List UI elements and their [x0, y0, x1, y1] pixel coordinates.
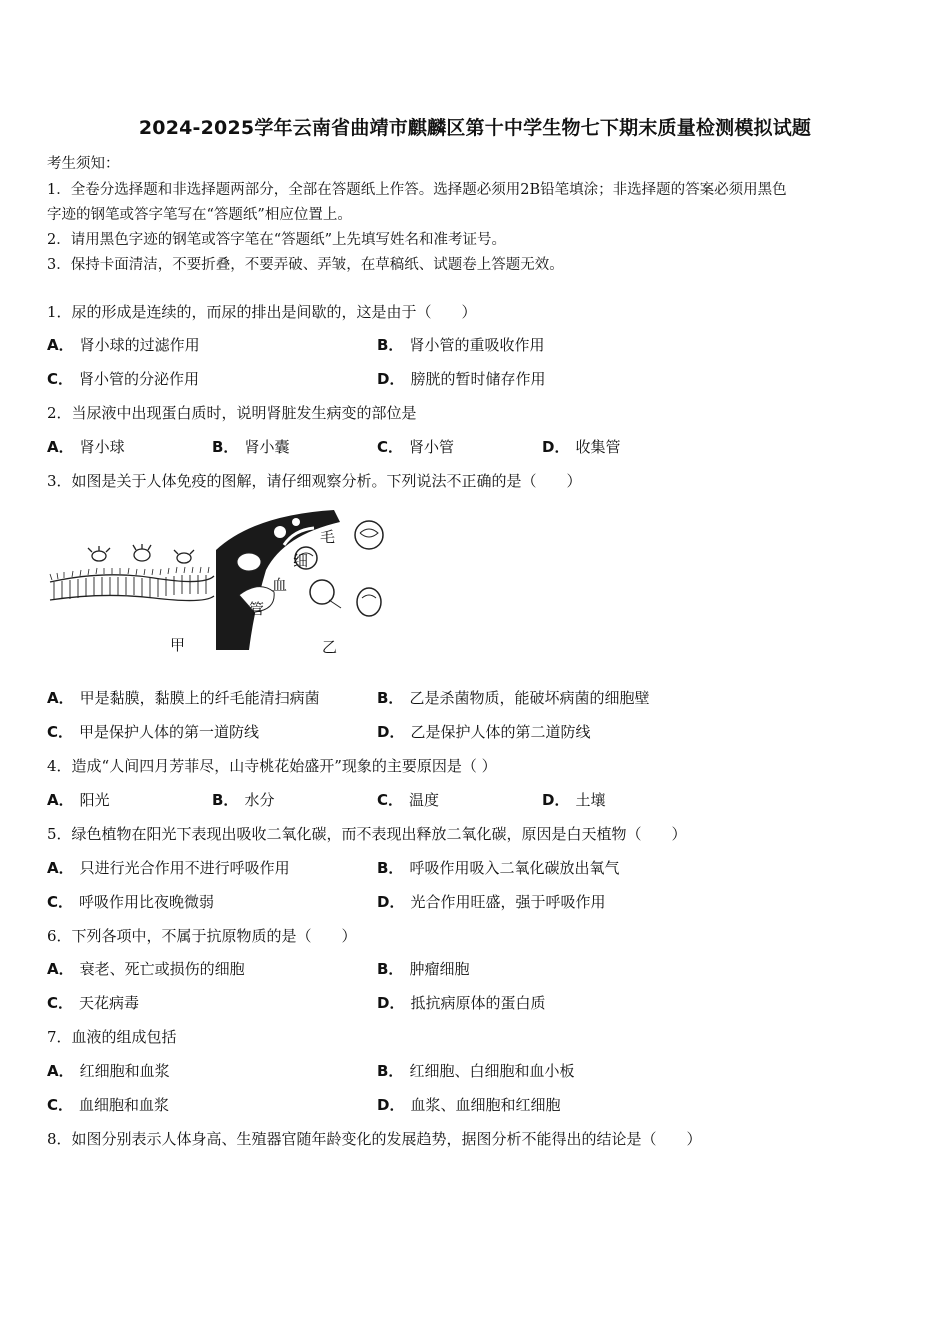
option-b[interactable]: B． 水分: [212, 791, 275, 809]
option-d[interactable]: D． 抵抗病原体的蛋白质: [377, 994, 546, 1012]
figure-label-jia: 甲: [170, 636, 186, 654]
mucosa-illustration: [50, 544, 214, 601]
question-stem: 1．尿的形成是连续的，而尿的排出是间歇的，这是由于（ ）: [47, 303, 477, 321]
option-d[interactable]: D． 收集管: [542, 438, 621, 456]
option-d[interactable]: D． 土壤: [542, 791, 606, 809]
option-c[interactable]: C． 甲是保护人体的第一道防线: [47, 723, 260, 741]
option-b[interactable]: B． 肿瘤细胞: [377, 960, 470, 978]
vessel-char: 毛: [320, 528, 336, 546]
figure-label-yi: 乙: [322, 638, 338, 656]
option-d[interactable]: D． 光合作用旺盛，强于呼吸作用: [377, 893, 606, 911]
question-stem: 6．下列各项中，不属于抗原物质的是（ ）: [47, 927, 357, 945]
capillary-illustration: [216, 510, 383, 650]
notice-line-1: 1．全卷分选择题和非选择题两部分，全部在答题纸上作答。选择题必须用2B铅笔填涂；非选择题的答案必须用黑色: [47, 182, 787, 198]
option-d[interactable]: D． 膀胱的暂时储存作用: [377, 370, 546, 388]
option-c[interactable]: C． 呼吸作用比夜晚微弱: [47, 893, 215, 911]
vessel-char: 管: [249, 600, 265, 618]
vessel-char: 血: [272, 576, 288, 594]
option-c[interactable]: C． 肾小管: [377, 438, 455, 456]
option-a[interactable]: A． 只进行光合作用不进行呼吸作用: [47, 859, 290, 877]
notice-heading: 考生须知：: [47, 156, 120, 172]
option-c[interactable]: C． 温度: [377, 791, 440, 809]
vessel-char: 细: [293, 552, 309, 570]
option-b[interactable]: B． 呼吸作用吸入二氧化碳放出氧气: [377, 859, 620, 877]
option-a[interactable]: A． 肾小球: [47, 438, 125, 456]
question-stem: 8．如图分别表示人体身高、生殖器官随年龄变化的发展趋势，据图分析不能得出的结论是（ ）: [47, 1130, 702, 1148]
option-d[interactable]: D． 血浆、血细胞和红细胞: [377, 1096, 561, 1114]
notice-line-2: 2．请用黑色字迹的钢笔或答字笔在“答题纸”上先填写姓名和准考证号。: [47, 232, 507, 248]
option-b[interactable]: B． 乙是杀菌物质，能破坏病菌的细胞壁: [377, 689, 650, 707]
question-stem: 7．血液的组成包括: [47, 1028, 177, 1046]
notice-line-1-cont: 字迹的钢笔或答字笔写在“答题纸”相应位置上。: [47, 207, 352, 223]
option-b[interactable]: B． 肾小囊: [212, 438, 290, 456]
immune-figure: [44, 500, 394, 660]
option-c[interactable]: C． 血细胞和血浆: [47, 1096, 170, 1114]
option-a[interactable]: A． 肾小球的过滤作用: [47, 336, 200, 354]
page-title: 2024-2025学年云南省曲靖市麒麟区第十中学生物七下期末质量检测模拟试题: [138, 117, 812, 139]
option-a[interactable]: A． 衰老、死亡或损伤的细胞: [47, 960, 245, 978]
question-stem: 2．当尿液中出现蛋白质时，说明肾脏发生病变的部位是: [47, 404, 417, 422]
option-c[interactable]: C． 天花病毒: [47, 994, 140, 1012]
question-stem: 4．造成“人间四月芳菲尽，山寺桃花始盛开”现象的主要原因是（ ）: [47, 757, 497, 775]
option-b[interactable]: B． 肾小管的重吸收作用: [377, 336, 545, 354]
option-b[interactable]: B． 红细胞、白细胞和血小板: [377, 1062, 575, 1080]
option-c[interactable]: C． 肾小管的分泌作用: [47, 370, 200, 388]
option-a[interactable]: A． 红细胞和血浆: [47, 1062, 170, 1080]
option-a[interactable]: A． 甲是黏膜，黏膜上的纤毛能清扫病菌: [47, 689, 320, 707]
notice-line-3: 3．保持卡面清洁，不要折叠，不要弄破、弄皱，在草稿纸、试题卷上答题无效。: [47, 257, 564, 273]
option-a[interactable]: A． 阳光: [47, 791, 110, 809]
question-stem: 5．绿色植物在阳光下表现出吸收二氧化碳，而不表现出释放二氧化碳，原因是白天植物（ ）: [47, 825, 687, 843]
question-stem: 3．如图是关于人体免疫的图解，请仔细观察分析。下列说法不正确的是（ ）: [47, 472, 582, 490]
option-d[interactable]: D． 乙是保护人体的第二道防线: [377, 723, 591, 741]
